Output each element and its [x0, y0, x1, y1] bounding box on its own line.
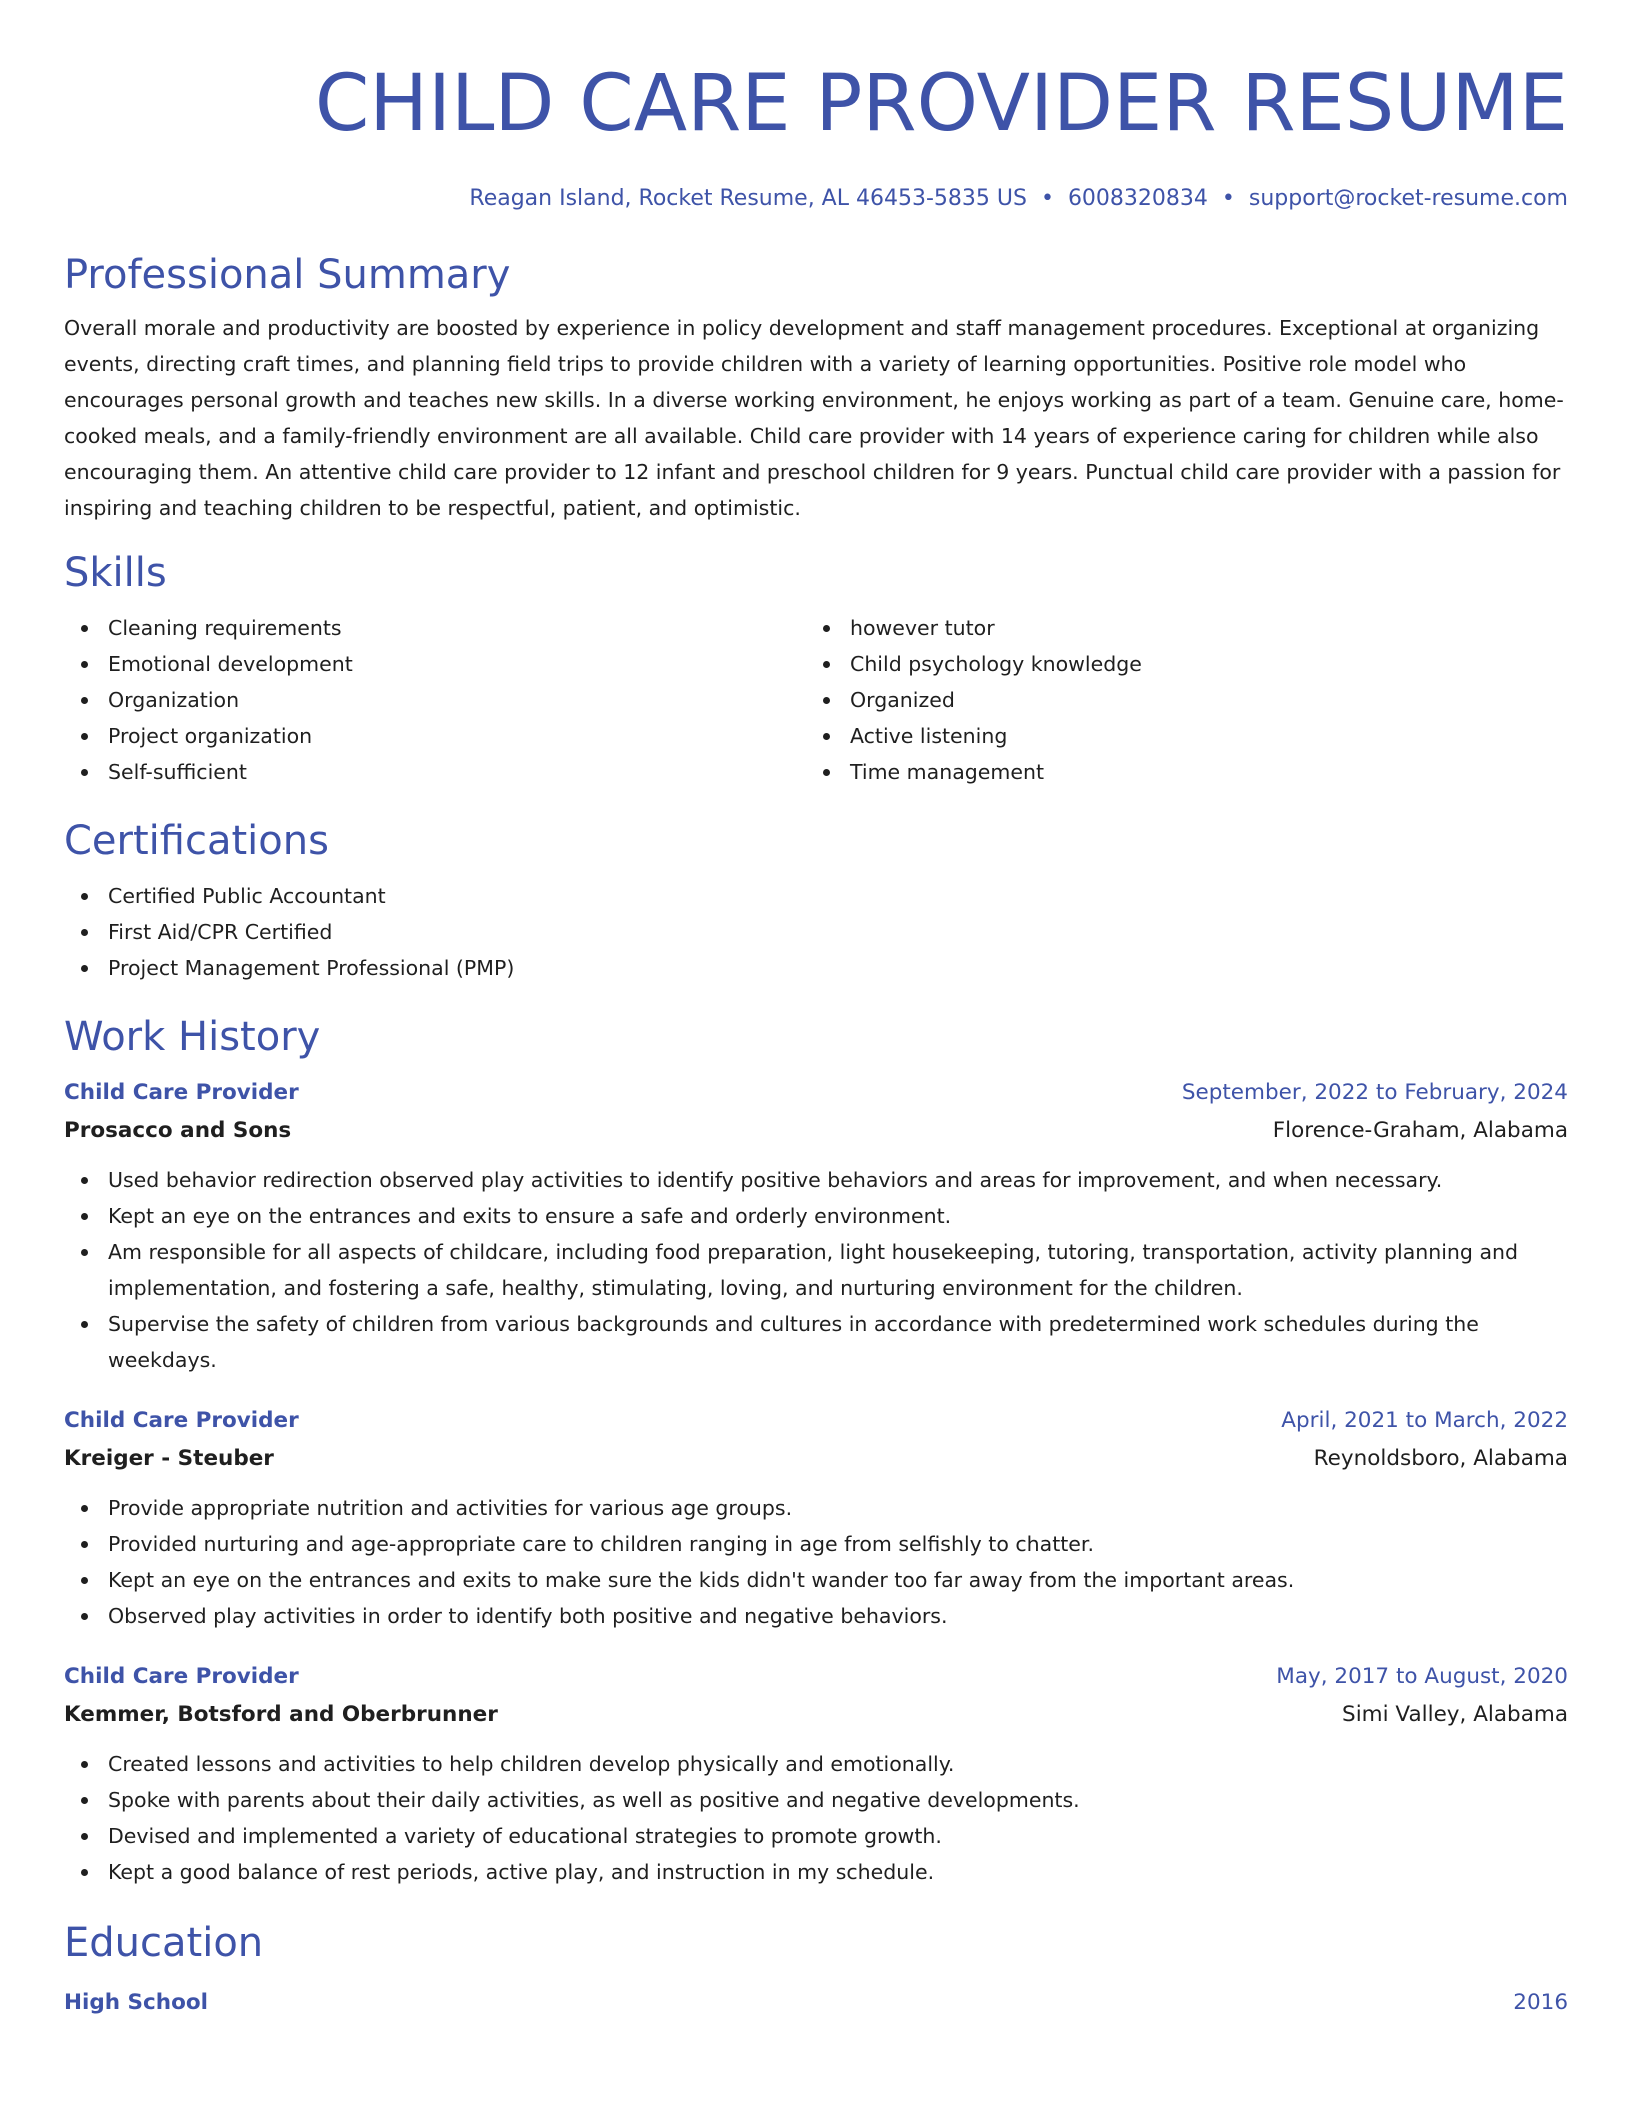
education-row	[64, 1984, 1568, 2022]
job-dates: September, 2022 to February, 2024	[1181, 1080, 1568, 1105]
skill-item: Active listening	[806, 718, 1548, 754]
job-title: Child Care Provider	[64, 1408, 299, 1433]
job-company-row	[64, 1440, 1568, 1478]
skill-item: Organized	[806, 682, 1548, 718]
job-dates: May, 2017 to August, 2020	[1276, 1664, 1568, 1689]
job-bullet: Kept a good balance of rest periods, active play, and instruction in my schedule.	[64, 1854, 1568, 1890]
job-entry	[64, 1658, 1568, 1890]
job-company-row	[64, 1112, 1568, 1150]
summary-heading: Professional Summary	[64, 252, 511, 298]
certifications-heading: Certifications	[64, 818, 329, 864]
skill-item: Time management	[806, 754, 1548, 790]
skills-section	[64, 548, 1568, 790]
contact-phone: 6008320834	[1067, 186, 1208, 211]
skill-item: Cleaning requirements	[64, 610, 806, 646]
job-bullet: Used behavior redirection observed play activities to identify positive behaviors and areas for improvement, and when necessary.	[64, 1162, 1568, 1198]
job-entry	[64, 1402, 1568, 1634]
job-dates: April, 2021 to March, 2022	[1281, 1408, 1568, 1433]
job-bullet: Created lessons and activities to help children develop physically and emotionally.	[64, 1746, 1568, 1782]
job-bullet: Provided nurturing and age-appropriate care to children ranging in age from selfishly to chatter.	[64, 1526, 1568, 1562]
job-entry	[64, 1074, 1568, 1378]
job-bullet: Kept an eye on the entrances and exits to make sure the kids didn't wander too far away from the important areas.	[64, 1562, 1568, 1598]
job-bullet: Am responsible for all aspects of childcare, including food preparation, light housekeeping, tutoring, transportation, activity planning and implementation, and fostering a safe, healthy, stimulating, loving, and nurturing environment for the children.	[64, 1234, 1568, 1306]
job-location: Simi Valley, Alabama	[1342, 1702, 1568, 1727]
resume-page	[64, 0, 1568, 2022]
job-bullet: Observed play activities in order to identify both positive and negative behaviors.	[64, 1598, 1568, 1634]
contact-email: support@rocket-resume.com	[1248, 186, 1568, 211]
contact-address: Reagan Island, Rocket Resume, AL 46453-5835 US	[469, 186, 1027, 211]
job-header-row	[64, 1402, 1568, 1440]
skill-item: Organization	[64, 682, 806, 718]
education-year: 2016	[1513, 1990, 1568, 2015]
contact-separator: •	[1221, 186, 1235, 211]
job-company: Prosacco and Sons	[64, 1118, 292, 1143]
job-bullets	[64, 1746, 1568, 1890]
summary-section	[64, 250, 1568, 526]
job-title: Child Care Provider	[64, 1664, 299, 1689]
certifications-list	[64, 878, 1568, 986]
job-bullet: Kept an eye on the entrances and exits to ensure a safe and orderly environment.	[64, 1198, 1568, 1234]
job-bullet: Provide appropriate nutrition and activities for various age groups.	[64, 1490, 1568, 1526]
skill-item: Project organization	[64, 718, 806, 754]
skill-item: Emotional development	[64, 646, 806, 682]
job-location: Florence-Graham, Alabama	[1272, 1118, 1568, 1143]
job-bullet: Devised and implemented a variety of educational strategies to promote growth.	[64, 1818, 1568, 1854]
skill-item: however tutor	[806, 610, 1548, 646]
job-bullet: Supervise the safety of children from various backgrounds and cultures in accordance with predetermined work schedules during the weekdays.	[64, 1306, 1568, 1378]
resume-title: CHILD CARE PROVIDER RESUME	[314, 59, 1568, 149]
skills-list-left	[64, 610, 806, 790]
job-bullets	[64, 1490, 1568, 1634]
job-company-row	[64, 1696, 1568, 1734]
job-header-row	[64, 1658, 1568, 1696]
job-bullets	[64, 1162, 1568, 1378]
certification-item: Certified Public Accountant	[64, 878, 1568, 914]
job-header-row	[64, 1074, 1568, 1112]
job-title: Child Care Provider	[64, 1080, 299, 1105]
skills-grid	[64, 610, 1568, 790]
job-location: Reynoldsboro, Alabama	[1313, 1446, 1568, 1471]
education-section	[64, 1918, 1568, 2022]
skill-item: Self-sufficient	[64, 754, 806, 790]
job-company: Kemmer, Botsford and Oberbrunner	[64, 1702, 498, 1727]
contact-line	[64, 184, 1568, 214]
certification-item: First Aid/CPR Certified	[64, 914, 1568, 950]
summary-text: Overall morale and productivity are boosted by experience in policy development and staff management procedures. Exceptional at organizing events, directing craft times, and planning field trips to provide children with a variety of learning opportunities. Positive role model who encourages personal growth and teaches new skills. In a diverse working environment, he enjoys working as part of a team. Genuine care, home-cooked meals, and a family-friendly environment are all available. Child care provider with 14 years of experience caring for children while also encouraging them. An attentive child care provider to 12 infant and preschool children for 9 years. Punctual child care provider with a passion for inspiring and teaching children to be respectful, patient, and optimistic.	[64, 316, 1564, 520]
contact-separator: •	[1040, 186, 1054, 211]
job-bullet: Spoke with parents about their daily activities, as well as positive and negative developments.	[64, 1782, 1568, 1818]
work-history-heading: Work History	[64, 1014, 321, 1060]
certifications-section	[64, 816, 1568, 986]
skills-list-right	[806, 610, 1548, 790]
education-heading: Education	[64, 1920, 264, 1966]
job-company: Kreiger - Steuber	[64, 1446, 274, 1471]
skills-heading: Skills	[64, 550, 167, 596]
skill-item: Child psychology knowledge	[806, 646, 1548, 682]
education-degree: High School	[64, 1990, 208, 2015]
work-history-section	[64, 1012, 1568, 1890]
certification-item: Project Management Professional (PMP)	[64, 950, 1568, 986]
